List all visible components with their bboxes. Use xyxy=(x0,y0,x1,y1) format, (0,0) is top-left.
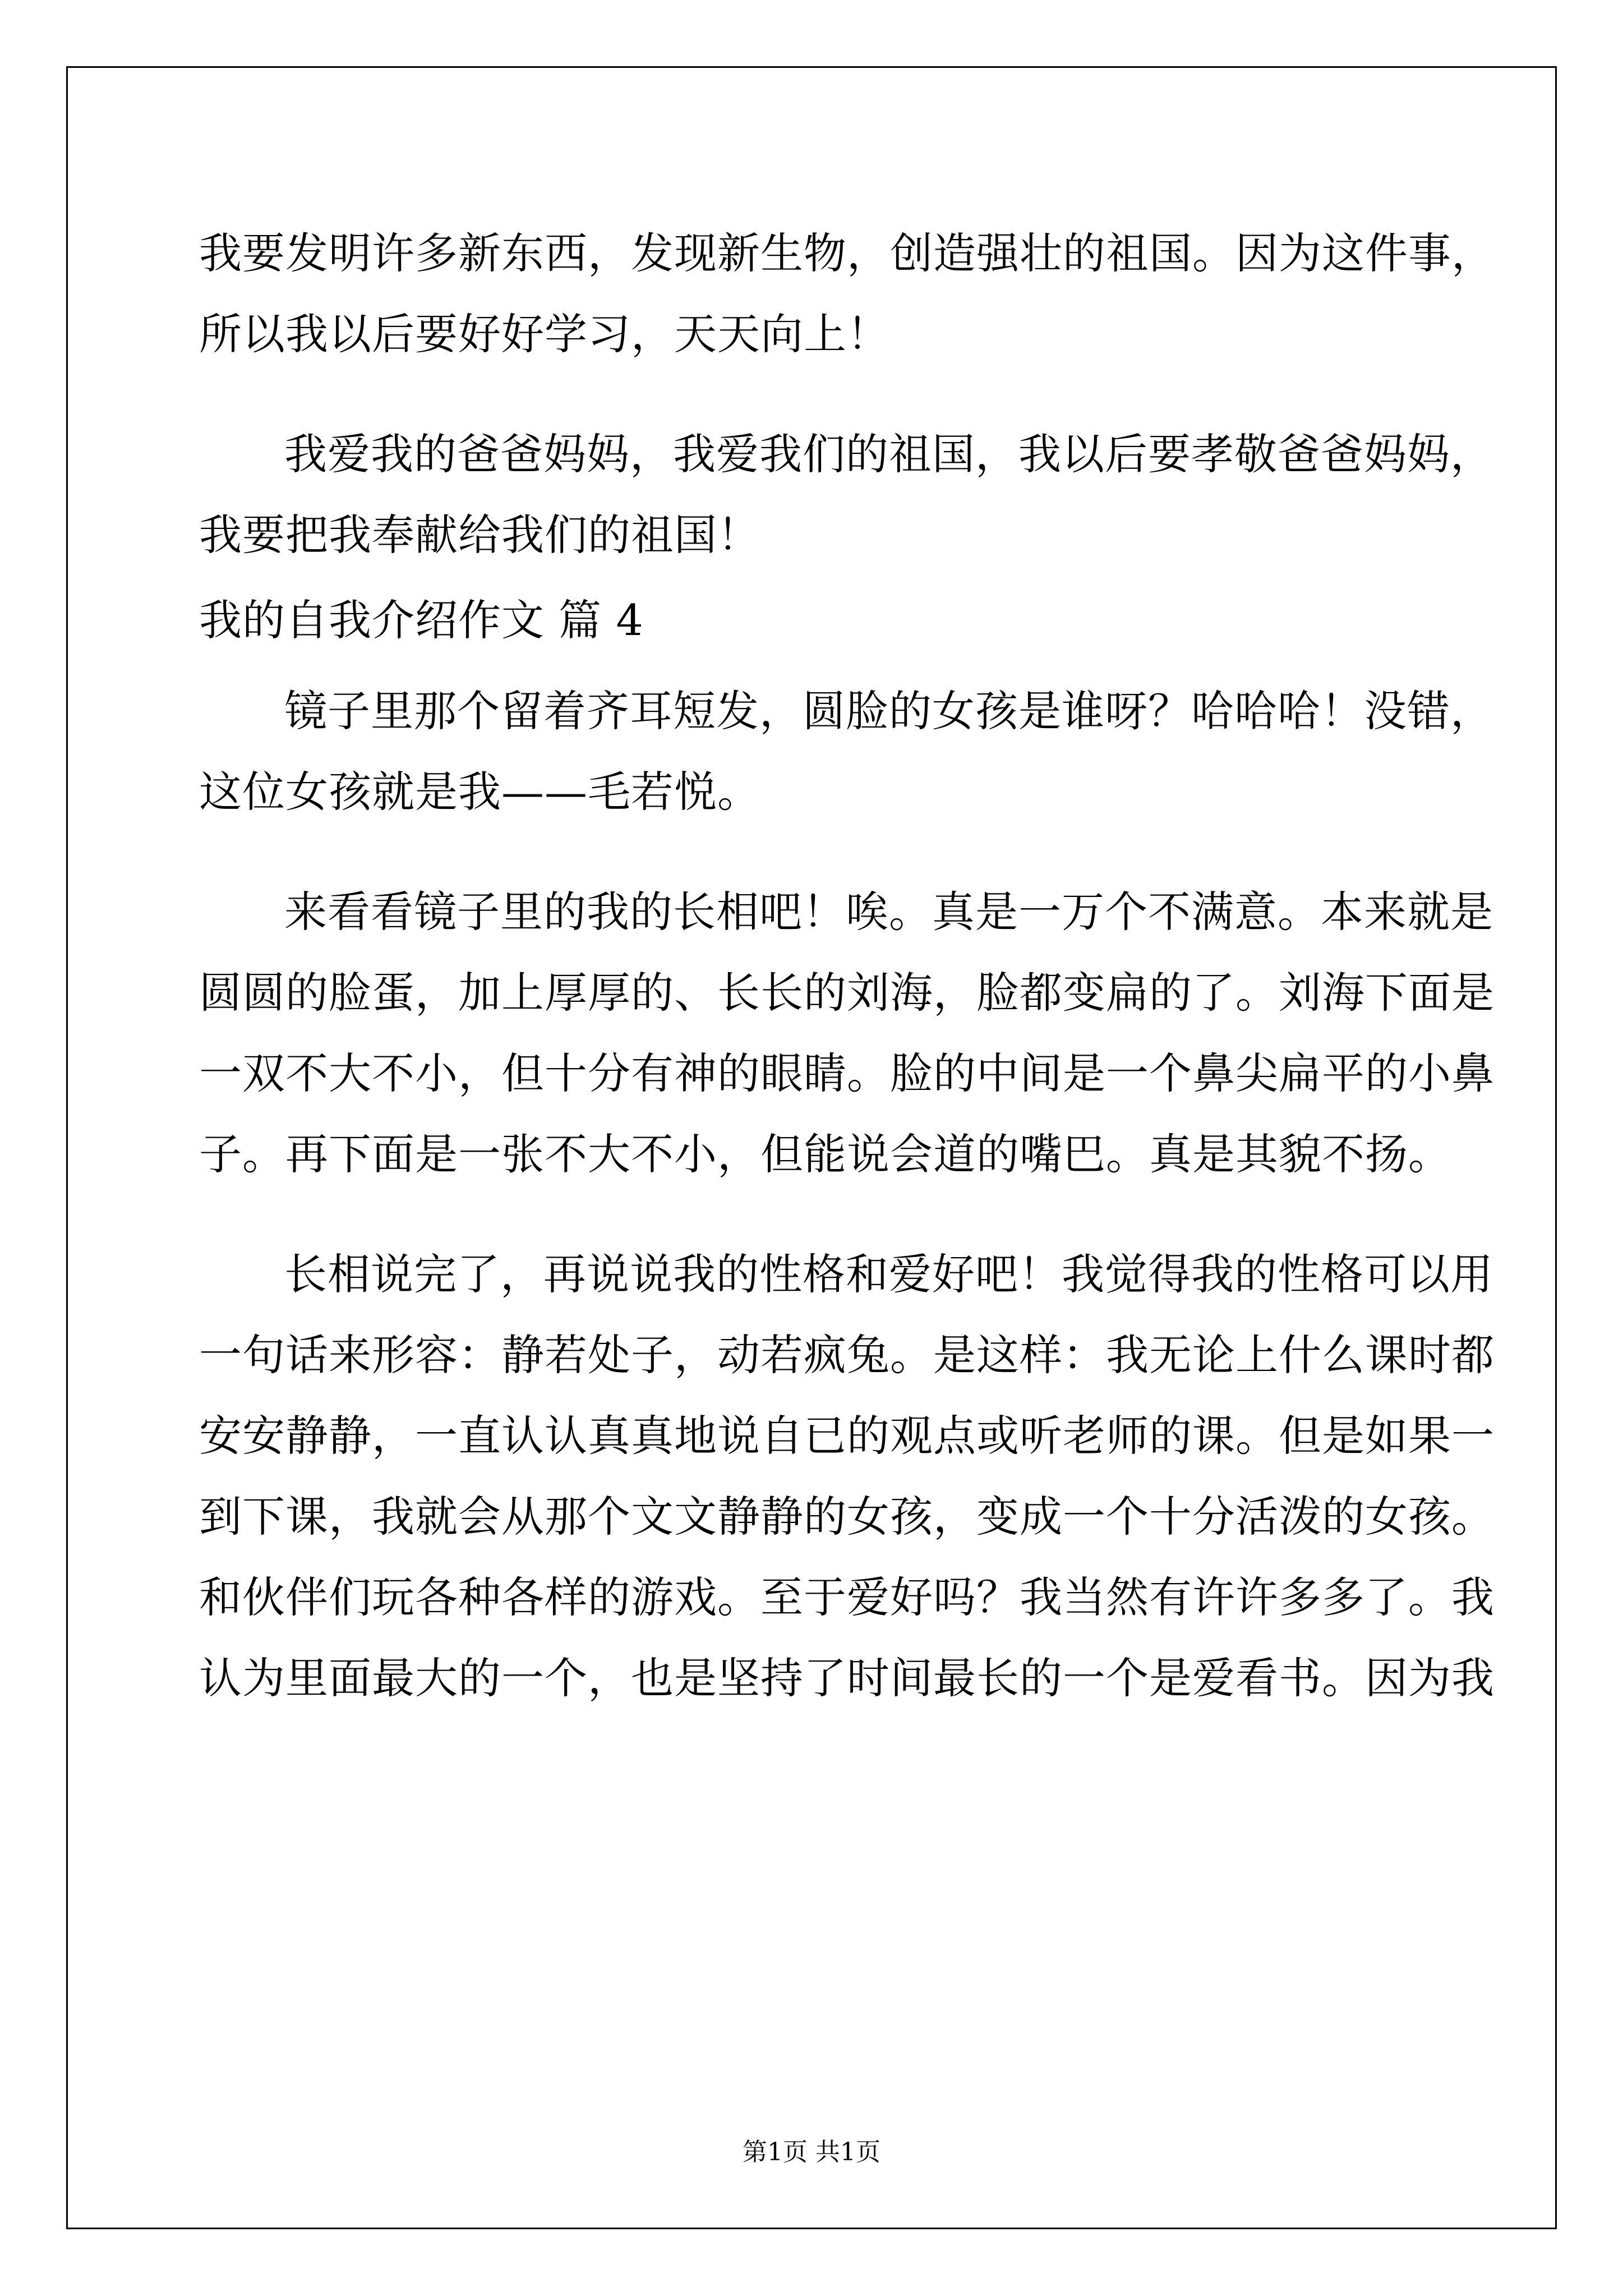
text-line: 到下课，我就会从那个文文静静的女孩，变成一个十分活泼的女孩。 xyxy=(199,1492,1495,1542)
text-line: 来看看镜子里的我的长相吧！唉。真是一万个不满意。本来就是 xyxy=(284,887,1493,937)
text-line: 安安静静，一直认认真真地说自已的观点或听老师的课。但是如果一 xyxy=(199,1411,1495,1461)
section-heading: 我的自我介绍作文 篇 4 xyxy=(199,595,644,645)
text-line: 认为里面最大的一个，也是坚持了时间最长的一个是爱看书。因为我 xyxy=(199,1653,1495,1703)
text-line: 子。再下面是一张不大不小，但能说会道的嘴巴。真是其貌不扬。 xyxy=(199,1129,1451,1179)
text-line: 这位女孩就是我——毛若悦。 xyxy=(199,767,760,817)
text-line: 一双不大不小，但十分有神的眼睛。脸的中间是一个鼻尖扁平的小鼻 xyxy=(199,1048,1495,1098)
text-line: 圆圆的脸蛋，加上厚厚的、长长的刘海，脸都变扁的了。刘海下面是 xyxy=(199,968,1495,1018)
text-line: 长相说完了，再说说我的性格和爱好吧！我觉得我的性格可以用 xyxy=(284,1249,1493,1299)
page-footer: 第1页 共1页 xyxy=(743,2138,880,2166)
text-line: 我要把我奉献给我们的祖国！ xyxy=(199,510,760,560)
text-line: 镜子里那个留着齐耳短发，圆脸的女孩是谁呀？哈哈哈！没错， xyxy=(284,686,1493,736)
text-line: 所以我以后要好好学习，天天向上！ xyxy=(199,309,890,359)
document-body xyxy=(199,213,1495,1719)
text-line: 我爱我的爸爸妈妈，我爱我们的祖国，我以后要孝敬爸爸妈妈， xyxy=(284,429,1493,479)
text-line: 和伙伴们玩各种各样的游戏。至于爱好吗？我当然有许许多多了。我 xyxy=(199,1572,1495,1622)
text-line: 一句话来形容：静若处子，动若疯兔。是这样：我无论上什么课时都 xyxy=(199,1330,1495,1380)
text-line: 我要发明许多新东西，发现新生物，创造强壮的祖国。因为这件事， xyxy=(199,228,1495,278)
